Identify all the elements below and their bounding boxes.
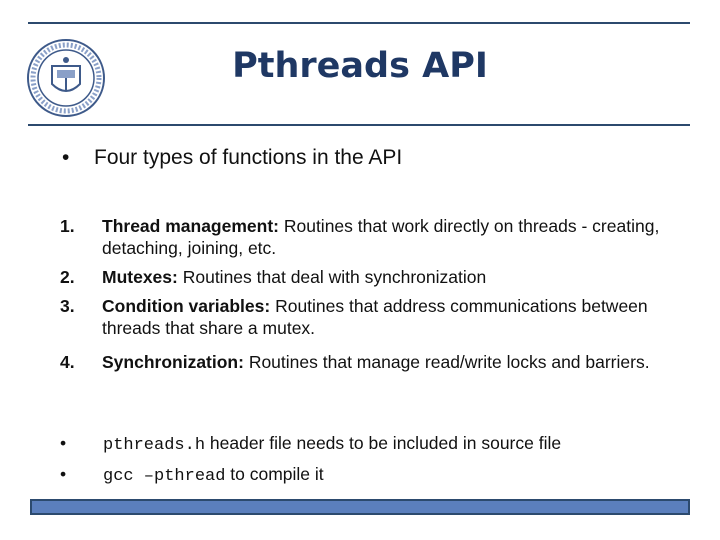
item-number: 2. [60,267,75,287]
item-text: Routines that address communications between threads that share a mutex. [102,296,648,338]
item-number: 1. [60,216,75,236]
bullet-dot: • [60,433,67,453]
bullet-dot: • [62,146,70,169]
item-term: Condition variables: [102,296,271,316]
intro-bullet [62,146,402,170]
code-snippet: gcc –pthread [103,467,226,486]
note-text: header file needs to be included in source file [205,433,562,453]
title-divider [28,124,690,126]
slide-title: Pthreads API [232,46,488,86]
intro-text: Four types of functions in the API [94,146,403,169]
code-snippet: pthreads.h [103,436,206,455]
item-term: Mutexes: [102,267,178,287]
note-text: to compile it [225,464,324,484]
item-number: 3. [60,296,75,316]
item-text: Routines that work directly on threads - creating, detaching, joining, etc. [102,216,660,258]
item-number: 4. [60,352,75,372]
item-text: Routines that manage read/write locks and barriers. [243,352,650,372]
item-term: Synchronization: [102,352,244,372]
top-rule [28,22,690,24]
item-text: Routines that deal with synchronization [177,267,487,287]
bullet-dot: • [60,464,67,484]
item-term: Thread management: [102,216,279,236]
footer-bar [30,499,690,515]
